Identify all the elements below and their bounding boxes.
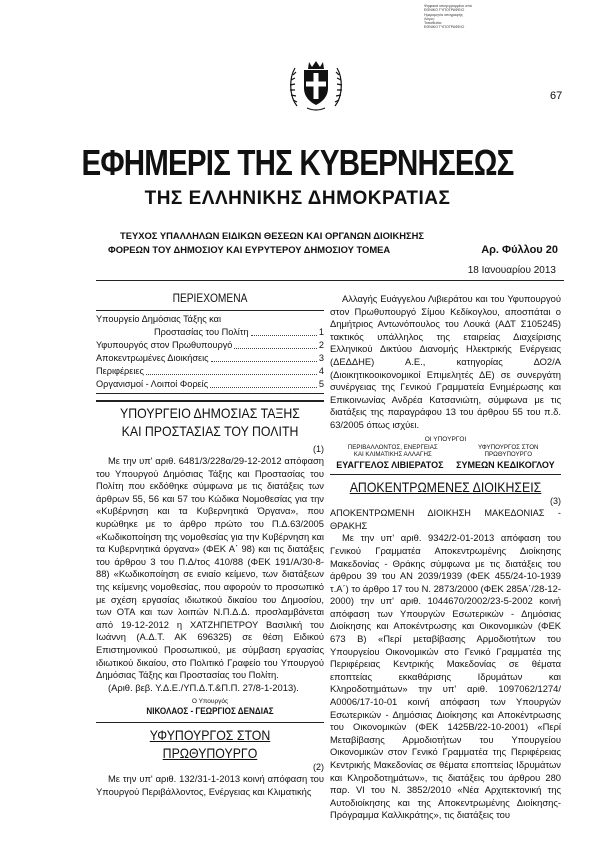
decision-subheading: ΑΠΟΚΕΝΤΡΩΜΕΝΗ ΔΙΟΙΚΗΣΗ ΜΑΚΕΔΟΝΙΑΣ - ΘΡΑΚΗΣ [330,508,561,531]
section-divider [330,474,561,475]
toc-item-label: Οργανισμοί - Λοιποί Φορείς [96,379,209,389]
section-heading: ΥΠΟΥΡΓΕΙΟ ΔΗΜΟΣΙΑΣ ΤΑΞΗΣ [120,405,300,421]
toc-item-label: Περιφέρειες [96,366,144,376]
section-heading: ΥΦΥΠΟΥΡΓΟΣ ΣΤΟΝ ΠΡΩΘΥΠΟΥΡΓΟ [149,727,271,762]
issue-line-2: ΦΟΡΕΩΝ ΤΟΥ ΔΗΜΟΣΙΟΥ ΚΑΙ ΕΥΡΥΤΕΡΟΥ ΔΗΜΟΣΙΟΥ ΤΟΜΕΑ [108,244,391,255]
decision-text: Με την υπ' αριθ. 132/31-1-2013 κοινή απόφαση του Υπουργού Περιβάλλοντος, Ενέργειας και Κλιματικής [96,773,324,797]
left-column [96,290,324,798]
signatory-titles [330,444,561,459]
toc-item[interactable] [96,365,324,378]
ministers-label: ΟΙ ΥΠΟΥΡΓΟΙ [424,435,467,443]
section-divider [96,400,324,402]
right-column [330,293,561,822]
toc-heading: ΠΕΡΙΕΧΟΜΕΝΑ [172,291,248,305]
decision-number: (3) [550,496,561,507]
toc-item-page: 3 [318,353,324,363]
digital-signature-stamp [424,4,504,30]
signatory-title: ΥΦΥΠΟΥΡΓΟΣ ΣΤΟΝ ΠΡΩΘΥΠΟΥΡΓΟ [477,443,539,459]
greek-coat-of-arms-icon [287,58,345,112]
issue-header [108,229,558,257]
gazette-subtitle: ΤΗΣ ΕΛΛΗΝΙΚΗΣ ΔΗΜΟΚΡΑΤΙΑΣ [144,188,451,209]
stamp-line: Ψηφιακά υπογεγραμμένο από [424,4,472,8]
page-number: 67 [550,90,563,102]
header-divider [96,280,564,281]
signatory-name: ΕΥΑΓΓΕΛΟΣ ΛΙΒΙΕΡΑΤΟΣ [336,459,444,470]
issue-line-1: ΤΕΥΧΟΣ ΥΠΑΛΛΗΛΩΝ ΕΙΔΙΚΩΝ ΘΕΣΕΩΝ ΚΑΙ ΟΡΓΑΝΩΝ ΔΙΟΙΚΗΣΗΣ [120,230,425,241]
issue-date: 18 Ιανουαρίου 2013 [467,265,556,276]
section-divider [96,722,324,723]
toc-item[interactable] [96,352,324,365]
gazette-title: ΕΦΗΜΕΡΙΣ ΤΗΣ ΚΥΒΕΡΝΗΣΕΩΣ [81,142,514,183]
stamp-line: ΕΘΝΙΚΟ ΤΥΠΟΓΡΑΦΕΙΟ [424,25,465,30]
toc-item[interactable] [96,313,324,326]
toc-item-page: 5 [318,379,324,389]
toc-item-label: Υφυπουργός στον Πρωθυπουργό [96,340,233,350]
toc-item-page: 1 [318,327,324,337]
signatory-names [330,459,561,472]
decision-number: (1) [313,444,324,454]
decision-number: (2) [313,762,324,773]
minister-title: Ο Υπουργός [191,698,229,706]
stamp-line: Λόγος: [424,16,435,21]
decision-text: Με την υπ' αριθ. 9342/2-01-2013 απόφαση του Γενικού Γραμματέα Αποκεντρωμένης Διοίκησης Μακεδονίας - Θράκης σύμφωνα με τις διατάξεις του άρθρου 39 του ΑΝ 2039/1939 (ΦΕΚ 455/24-10-1939 τ.Α΄) το άρθρο 17 του Ν. 2873/2000 (ΦΕΚ 285Α΄/28-12-2000) την υπ' αριθ. 1044670/2002/23-5-2002 κοινή απόφαση των Υπουργών Εσωτερικών - Δημόσιας Διοίκησης και Αποκέντρωσης και Οικονομικών (ΦΕΚ 673 Β) «Περί μεταβίβασης Αρμοδιοτήτων του Υπουργείου Οικονομικών στο Γενικό Γραμματέα της Περιφέρειας Κεντρικής Μακεδονίας σε θέματα εποπτείας εκκαθάρισης Ιδρυμάτων και Κληροδοτημάτων» την υπ' αριθ. 1097062/1274/Α0006/17-10-01 κοινή απόφαση των Υπουργών Εσωτερικών - Δημόσιας Διοίκησης και Αποκέντρωσης του Οικονομικών (ΦΕΚ 1425Β/22-10-2001) «Περί Μεταβίβασης Αρμοδιοτήτων του Υπουργείου Οικονομικών στον Γενικό Γραμματέα της Περιφέρειας Κεντρικής Μακεδονίας σε θέματα εποπτείας Ιδρυμάτων και Κληροδοτημάτων», τις διατάξεις του άρθρου 280 παρ. VI του Ν. 3852/2010 «Νέα Αρχιτεκτονική της Αυτοδιοίκησης και της Αποκεντρωμένης Διοίκησης-Πρόγραμμα Καλλικράτης», τις διατάξεις του [330,532,561,821]
toc-item-page: 2 [318,340,324,350]
decision-text: Με την υπ' αριθ. 6481/3/228α/29-12-2012 απόφαση του Υπουργού Δημόσιας Τάξης και Προστασίας του Πολίτη που εκδόθηκε σύμφωνα με τις διατάξεις των άρθρων 55, 56 και 57 του Κώδικα Νομοθεσίας για την «Κυβέρνηση και τα Κυβερνητικά Όργανα», που κυρώθηκε με το άρθρο πρώτο του Π.Δ.63/2005 «Κωδικοποίηση της νομοθεσίας για την Κυβέρνηση και τα Κυβερνητικά όργανα» (ΦΕΚ Α΄ 98) και τις διατάξεις του άρθρου 3 του Π.Δ/τος 410/88 (ΦΕΚ 191/Α/30-8-88) «Κωδικοποίηση σε ενιαίο κείμενο, των διατάξεων της κείμενης νομοθεσίας, που αφορούν το προσωπικό με σχέση εργασίας ιδιωτικού δικαίου του Δημοσίου, των ΟΤΑ και των λοιπών Ν.Π.Δ.Δ. προσλαμβάνεται από 19-12-2012 η ΧΑΤΖΗΠΕΤΡΟΥ Βασιλική του Ιωάννη (Α.Δ.Τ. ΑΚ 696325) σε θέση Ειδικού Επιστημονικού Προσωπικού, με σύμβαση εργασίας ιδιωτικού δικαίου, στο Πολιτικό Γραφείο του Υπουργού Δημόσιας Τάξης και Προστασίας του Πολίτη. [96,455,324,681]
stamp-line: Τοποθεσία: [424,21,442,26]
signatory-title: ΠΕΡΙΒΑΛΛΟΝΤΟΣ, ΕΝΕΡΓΕΙΑΣ ΚΑΙ ΚΛΙΜΑΤΙΚΗΣ ΑΛΛΑΓΗΣ [347,443,438,459]
toc-item[interactable] [96,326,324,339]
toc-item-label: Υπουργείο Δημόσιας Τάξης και [96,314,222,324]
section-heading: ΚΑΙ ΠΡΟΣΤΑΣΙΑΣ ΤΟΥ ΠΟΛΙΤΗ [121,423,299,439]
stamp-line: Ημερομηνία υπογραφής: [424,12,464,17]
toc-item-label: Αποκεντρωμένες Διοικήσεις [96,353,209,363]
section-heading: ΑΠΟΚΕΝΤΡΩΜΕΝΕΣ ΔΙΟΙΚΗΣΕΙΣ [349,479,542,496]
sheet-number: Αρ. Φύλλου 20 [481,244,558,256]
signatory-name: ΣΥΜΕΩΝ ΚΕΔΙΚΟΓΛΟΥ [456,459,555,470]
stamp-line: ΕΘΝΙΚΟ ΤΥΠΟΓΡΑΦΕΙΟ [424,8,465,13]
toc-item[interactable] [96,378,324,391]
toc-item[interactable] [96,339,324,352]
decision-reference: (Αριθ. βεβ. Υ.Δ.Ε./ΥΠ.Δ.Τ.&Π.Π. 27/8-1-2013). [108,681,299,693]
decision-text: Αλλαγής Ευάγγελου Λιβιεράτου και του Υφυπουργού στον Πρωθυπουργό Σίμου Κεδίκογλου, αποσπάται ο Δημήτριος Αντωνόπουλος του Λουκά (ΑΔΤ Σ105245) τακτικός υπάλληλος της εταιρείας Διαχείρισης Ελληνικού Δικτύου Διανομής Ηλεκτρικής Ενέργειας (ΔΕΔΔΗΕ) Α.Ε., κατηγορίας ΔΟ2/Α (Διοικητικοοικονομικοί Επιμελητές ΔΕ) σε συνεργάτη συνέργειας της Γενικού Γραμματεία Ενημέρωσης και Επικοινωνίας Ανδρέα Κατσανιώτη, σύμφωνα με τις διατάξεις της παραγράφου 13 του άρθρου 55 του π.δ. 63/2005 όπως ισχύει. [330,293,561,430]
toc-item-page: 4 [318,366,324,376]
minister-name: ΝΙΚΟΛΑΟΣ - ΓΕΩΡΓΙΟΣ ΔΕΝΔΙΑΣ [146,706,274,717]
toc-item-label: Προστασίας του Πολίτη [154,327,249,337]
table-of-contents [96,310,324,394]
